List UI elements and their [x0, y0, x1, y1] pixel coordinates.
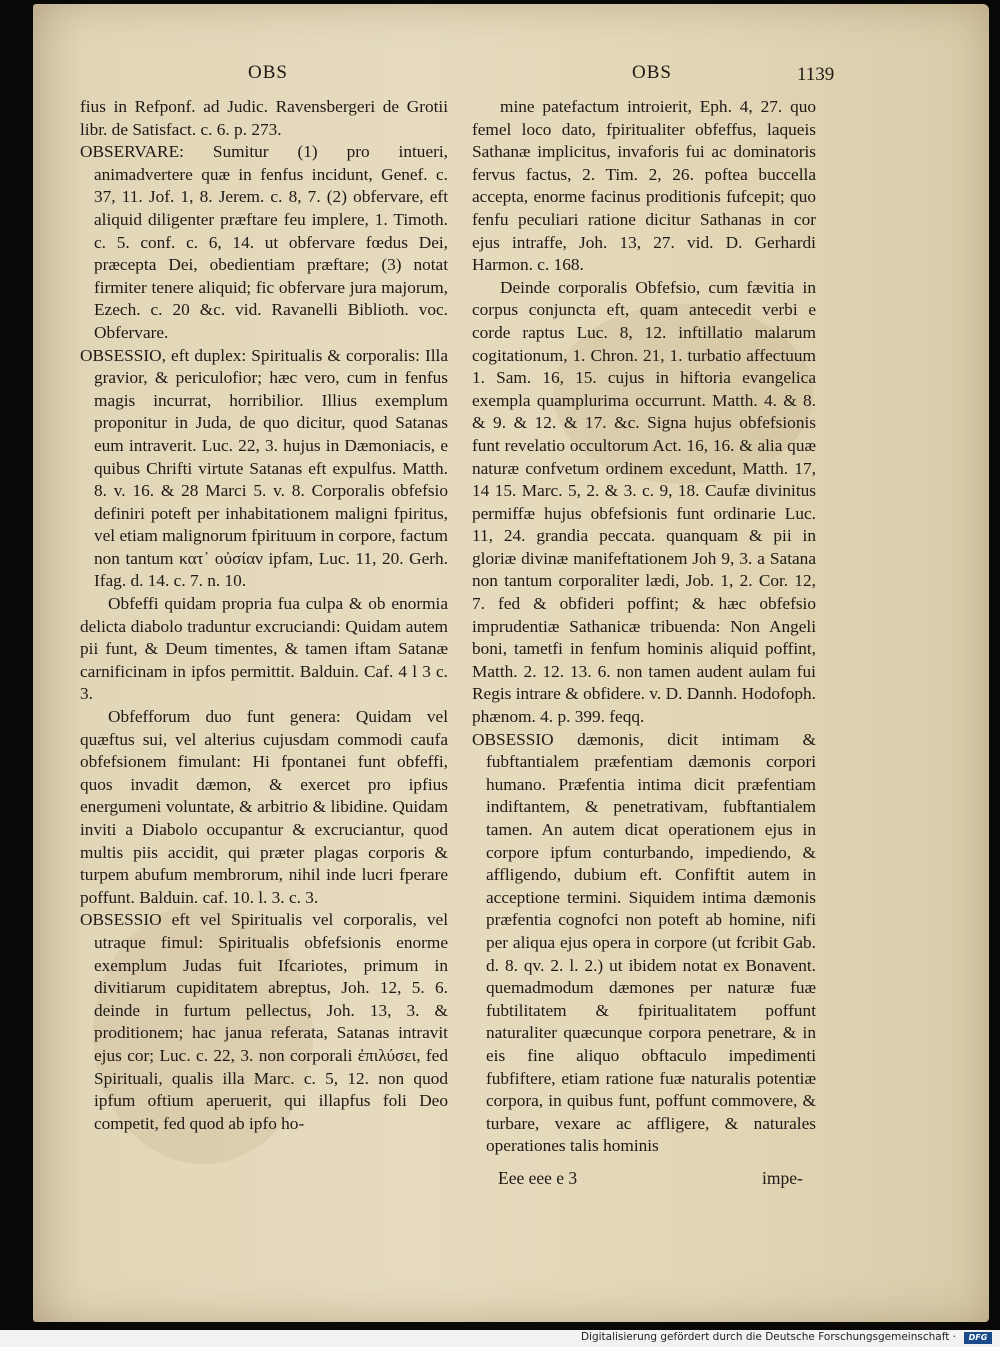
footer-bar [0, 1330, 1000, 1347]
left-column [80, 96, 448, 1135]
paragraph: Obfefforum duo funt genera: Quidam vel quæftus sui, vel alterius cujusdam commodi caufa obfefsionem fimulant: Hi fpontanei funt obfeffi, quos invadit dæmon, & exercet pro ipfius energumeni voluntate, & arbitrio & libidine. Quidam inviti a Diabolo occupantur & excruciantur, quod multis piis accidit, qui præter plagas corporis & turpem abufum membrorum, nihil inde lucri fperare poffunt. Balduin. caf. 10. l. 3. c. 3. [80, 707, 448, 907]
dfg-logo: DFG [964, 1332, 992, 1344]
catchword: impe- [762, 1168, 803, 1188]
signature-mark: Eee eee e 3 [498, 1168, 578, 1188]
paragraph: OBSESSIO dæmonis, dicit intimam & fubftantialem præfentiam dæmonis corpori humano. Præfentia intima dicit præfentiam indiftantem, & penetrativam, fubftantialem tamen. An autem dicat operationem ejus in corpore ipfum conturbando, impediendo, & affligendo, dubium eft. Confiftit autem in acceptione termini. Siquidem intima dæmonis præfentia cognofci non poteft ab homine, nifi per aliqua ejus opera in corpore (ut fcribit Gab. d. 8. qv. 2. l. 2.) ut ibidem notat ex Bonavent. quemadmodum dæmones per naturæ fuæ fubtilitatem & fpiritualitatem poffunt naturaliter quæcunque corpora penetrare, & in eis fine aliquo obftaculo impedimenti fubfiftere, etiam ratione fuæ naturalis potentiæ corpora, in quibus funt, poffunt commovere, & turbare, vexare ac affligere, & naturales operationes talis hominis [472, 729, 816, 1156]
paragraph: mine patefactum introierit, Eph. 4, 27. quo femel loco dato, fpiritualiter obfeffus, laqueis Sathanæ implicitus, invaforis fui ac dominatoris fervus factus, 2. Tim. 2, 26. poftea buccella accepta, enorme facinus proditionis fufcepit; quo fenfu peculiari ratione dicitur Sathanas in cor ejus intraffe, Joh. 13, 27. vid. D. Gerhardi Harmon. c. 168. [472, 97, 816, 275]
paragraph: OBSESSIO, eft duplex: Spiritualis & corporalis: Illa gravior, & periculofior; hæc vero, cum in fenfus magis incurrat, horribilior. Illius exemplum proponitur in Juda, de quo dicitur, quod Satanas eum intraverit. Luc. 22, 3. hujus in Dæmoniacis, e quibus Chrifti virtute Satanas eft expulfus. Matth. 8. v. 16. & 28 Marci 5. v. 8. Corporalis obfefsio definiri poteft per inhabitationem maligni fpiritus, vel etiam malignorum fpirituum in corpore, factum non tantum κατ᾽ οὐσίαν ipfam, Luc. 11, 20. Gerh. Ifag. d. 14. c. 7. n. 10. [80, 345, 448, 591]
paragraph: OBSESSIO eft vel Spiritualis vel corporalis, vel utraque fimul: Spiritualis obfefsionis enorme exemplum Judas fuit Ifcariotes, primum in divitiarum cupiditatem abreptus, Joh. 12, 5. 6. deinde in furtum pellectus, Joh. 13, 3. & proditionem; hac janua referata, Satanas intravit ejus cor; Luc. c. 22, 3. non corporali ἐπιλύσει, fed Spirituali, qualis illa Marc. c. 5, 12. non quod ipfum oftium aperuerit, qui illapfus foli Deo competit, fed quod ab ipfo ho- [80, 910, 448, 1133]
paragraph: Obfeffi quidam propria fua culpa & ob enormia delicta diabolo traduntur excruciandi: Quidam autem pii funt, & Deum timentes, & tamen iftam Satanæ carnificinam in ipfos permittit. Balduin. Caf. 4 l 3 c. 3. [80, 594, 448, 704]
running-head-left: OBS [248, 62, 288, 83]
running-head-right: OBS [632, 62, 672, 83]
page-number: 1139 [797, 64, 835, 85]
paragraph: OBSERVARE: Sumitur (1) pro intueri, animadvertere quæ in fenfus incidunt, Genef. c. 37, 11. Jof. 1, 8. Jerem. c. 8, 7. (2) obfervare, eft aliquid diligenter præftare feu implere, 1. Timoth. c. 5. conf. c. 6, 14. ut obfervare fœdus Dei, præcepta Dei, obedientiam præftare; (3) notat firmiter tenere aliquid; fic obfervare jura majorum, Ezech. c. 20 &c. vid. Ravanelli Biblioth. voc. Obfervare. [80, 142, 448, 342]
paragraph: Deinde corporalis Obfefsio, cum fævitia in corpus conjuncta eft, quam antecedit verbi e corde raptus Luc. 8, 12. inftillatio malarum cogitationum, 1. Chron. 21, 1. turbatio affectuum 1. Sam. 16, 15. cujus in hiftoria evangelica exempla quamplurima occurrunt. Matth. 4. & 8. & 9. & 12. & 17. &c. Signa hujus obfefsionis funt revelatio occultorum Act. 16, 16. & alia quæ naturæ confvetum ordinem excedunt, Matth. 17, 14 15. Marc. 5, 2. & 3. c. 9, 18. Caufæ divinitus permiffæ hujus obfefsionis funt ordinarie Luc. 11, 24. grandia peccata. quanquam & pii in gloriæ divinæ manifeftationem Joh 9, 3. a Satana non tantum corporaliter lædi, Job. 1, 2. Cor. 12, 7. fed & obfideri poffint; & hæc obfefsio imprudentiæ Sathanicæ tribuenda: Non Angeli boni, tametfi in fenfum hominis aliquid poffint, Matth. 2. 12. 13. 6. non tamen audent aulam fui Regis intrare & obfidere. v. D. Dannh. Hodofoph. phænom. 4. p. 399. feqq. [472, 277, 816, 727]
footer-credit: Digitalisierung gefördert durch die Deutsche Forschungsgemeinschaft · [580, 1331, 956, 1343]
right-column [472, 96, 816, 1158]
paragraph: fius in Refponf. ad Judic. Ravensbergeri de Grotii libr. de Satisfact. c. 6. p. 273. [80, 97, 448, 139]
